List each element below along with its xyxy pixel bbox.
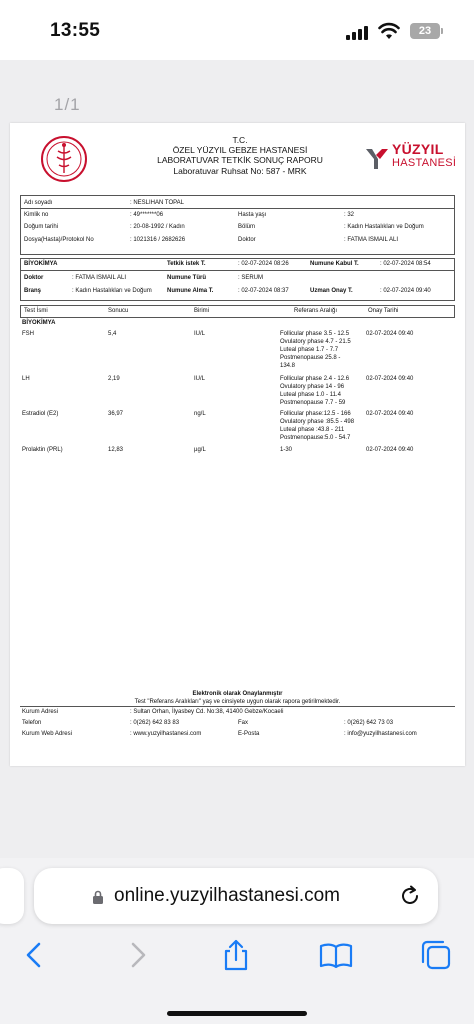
sample-branch-label: Branş [24, 288, 42, 294]
sample-section: BİYOKİMYA [24, 261, 58, 267]
sample-req-value: : 02-07-2024 08:26 [238, 261, 289, 267]
footer-phone-value: : 0(262) 642 83 83 [130, 720, 180, 726]
row-prl-name: Prolaktin (PRL) [22, 447, 63, 453]
ministry-of-health-logo [40, 135, 88, 183]
footer-web-label: Kurum Web Adresi [22, 731, 72, 737]
patient-file-label: Dosya(Hasta)/Protokol No [24, 237, 94, 243]
row-fsh-name: FSH [22, 331, 34, 337]
row-prl-date: 02-07-2024 09:40 [366, 447, 414, 453]
sample-approve-label: Uzman Onay T. [310, 288, 353, 294]
sample-branch-value: : Kadın Hastalıkları ve Doğum [72, 288, 152, 294]
row-lh-ref-1: Follicular phase 2.4 - 12.6 [280, 376, 350, 382]
logo-top-text: YÜZYIL [392, 141, 444, 157]
status-time: 13:55 [50, 20, 101, 41]
patient-id-label: Kimlik no [24, 212, 49, 218]
row-lh-date: 02-07-2024 09:40 [366, 376, 414, 382]
patient-age-value: : 32 [344, 212, 355, 218]
previous-tab-card[interactable] [0, 868, 24, 924]
patient-dob-label: Doğum tarihi [24, 224, 59, 230]
row-fsh-result: 5,4 [108, 331, 117, 337]
address-bar[interactable] [34, 868, 438, 924]
row-fsh-ref-2: Ovulatory phase 4.7 - 21.5 [280, 339, 351, 345]
row-lh-name: LH [22, 376, 30, 382]
status-bar [0, 0, 474, 60]
patient-name-label: Adı soyadı [24, 200, 53, 206]
row-fsh-date: 02-07-2024 09:40 [366, 331, 414, 337]
footer-address-label: Kurum Adresi [22, 709, 59, 715]
page-indicator: 1/1 [54, 95, 81, 114]
url-text: online.yuzyilhastanesi.com [114, 885, 341, 906]
sample-approve-value: : 02-07-2024 09:40 [380, 288, 431, 294]
patient-name-value: : NESLIHAN TOPAL [130, 200, 185, 206]
patient-dept-value: : Kadın Hastalıkları ve Doğum [344, 224, 424, 230]
row-prl-ref-1: 1-30 [280, 447, 293, 453]
patient-dept-label: Bölüm [238, 224, 256, 230]
row-e2-name: Estradiol (E2) [22, 411, 59, 417]
report-header [110, 135, 370, 176]
footer-note: Test "Referans Aralıkları" yaş ve cinsiyete uygun olarak rapora getirilmektedir. [134, 699, 341, 705]
wifi-icon [378, 22, 400, 40]
footer-email-label: E-Posta [238, 731, 260, 737]
home-indicator [167, 1011, 307, 1016]
yuzyil-hospital-logo [364, 141, 457, 175]
col-approval-date: Onay Tarihi [368, 308, 399, 314]
footer-approved: Elektronik olarak Onaylanmıştır [192, 691, 283, 697]
back-icon[interactable] [18, 938, 52, 972]
patient-id-value: : 49*******06 [130, 212, 164, 218]
lock-icon [92, 890, 104, 904]
sample-collect-label: Numune Alma T. [167, 288, 214, 294]
bookmarks-icon[interactable] [319, 938, 353, 972]
patient-doctor-value: : FATMA ISMAIL ALI [344, 237, 399, 243]
header-report-title: LABORATUVAR TETKİK SONUÇ RAPORU [157, 155, 323, 166]
battery-icon: 23 [410, 23, 440, 39]
row-fsh-ref-3: Luteal phase 1.7 - 7.7 [280, 347, 339, 353]
sample-accept-value: : 02-07-2024 08:54 [380, 261, 431, 267]
footer-phone-label: Telefon [22, 720, 42, 726]
row-fsh-ref-4: Postmenopause 25.8 - [280, 355, 341, 361]
lab-report-document [10, 123, 465, 766]
patient-doctor-label: Doktor [238, 237, 256, 243]
battery-tip [441, 28, 443, 34]
sample-doctor-value: : FATMA ISMAIL ALI [72, 275, 127, 281]
row-lh-ref-4: Postmenopause 7.7 - 59 [280, 400, 346, 406]
patient-age-label: Hasta yaşı [238, 212, 267, 218]
header-line1: T.C. [232, 135, 248, 145]
header-license: Laboratuvar Ruhsat No: 587 - MRK [173, 165, 307, 176]
row-e2-ref-4: Postmenopause:5.0 - 54.7 [280, 435, 351, 441]
browser-toolbar [0, 858, 474, 1024]
footer-address-value: : Sultan Orhan, İlyasbey Cd. No:38, 41400 Gebze/Kocaeli [130, 709, 284, 715]
row-lh-ref-2: Ovulatory phase 14 - 96 [280, 384, 345, 390]
row-prl-result: 12,83 [108, 447, 124, 453]
row-e2-ref-3: Luteal phase :43.8 - 211 [280, 427, 345, 433]
col-reference: Referans Aralığı [294, 308, 338, 314]
row-e2-unit: ng/L [194, 411, 206, 417]
logo-bottom-text: HASTANESİ [392, 157, 457, 169]
row-prl-unit: µg/L [194, 447, 206, 453]
logo-mark-icon [364, 145, 390, 171]
row-fsh-unit: IU/L [194, 331, 206, 337]
patient-dob-value: : 20-08-1992 / Kadın [130, 224, 185, 230]
table-section-title: BİYOKİMYA [22, 320, 56, 326]
share-icon[interactable] [219, 938, 253, 972]
footer-fax-label: Fax [238, 720, 249, 726]
forward-icon[interactable] [120, 938, 154, 972]
col-unit: Birimi [194, 308, 209, 314]
col-result: Sonucu [108, 308, 129, 314]
sample-req-label: Tetkik istek T. [167, 261, 206, 267]
row-fsh-ref-1: Follicular phase 3.5 - 12.5 [280, 331, 350, 337]
tabs-icon[interactable] [419, 938, 453, 972]
row-e2-ref-2: Ovulatory phase :85.5 - 498 [280, 419, 355, 425]
row-lh-ref-3: Luteal phase 1.0 - 11.4 [280, 392, 341, 398]
sample-type-label: Numune Türü [167, 275, 206, 281]
sample-accept-label: Numune Kabul T. [310, 261, 359, 267]
cellular-signal-icon [346, 26, 370, 40]
patient-file-value: : 1021316 / 2682626 [130, 237, 186, 243]
row-fsh-ref-5: 134.8 [280, 363, 296, 369]
footer-web-value: : www.yuzyilhastanesi.com [130, 731, 202, 737]
sample-type-value: : SERUM [238, 275, 264, 281]
row-lh-unit: IU/L [194, 376, 206, 382]
row-e2-date: 02-07-2024 09:40 [366, 411, 414, 417]
sample-doctor-label: Doktor [24, 275, 44, 281]
row-e2-ref-1: Follicular phase:12.5 - 166 [280, 411, 351, 417]
col-test-name: Test İsmi [24, 308, 48, 314]
footer-fax-value: : 0(262) 642 73 03 [344, 720, 394, 726]
row-e2-result: 36,97 [108, 411, 124, 417]
row-lh-result: 2,19 [108, 376, 120, 382]
header-hospital-name: ÖZEL YÜZYIL GEBZE HASTANESİ [172, 145, 308, 156]
sample-collect-value: : 02-07-2024 08:37 [238, 288, 289, 294]
footer-email-value: : info@yuzyilhastanesi.com [344, 731, 417, 737]
reload-icon[interactable] [398, 884, 422, 908]
